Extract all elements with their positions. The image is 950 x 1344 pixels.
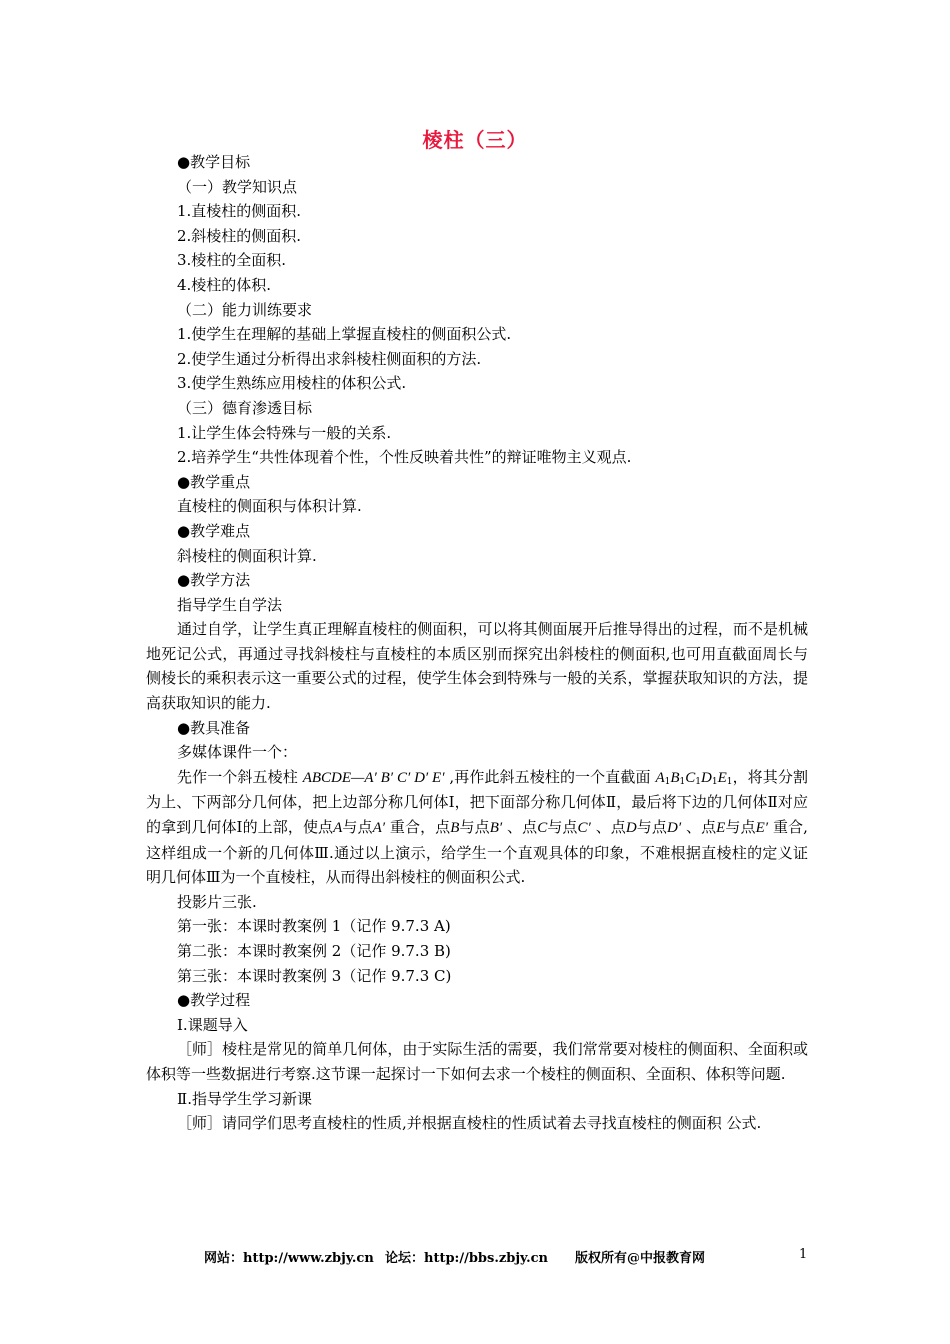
demo-paragraph: 先作一个斜五棱柱 ABCDE—A′ B′ C′ D′ E′ ,再作此斜五棱柱的一个直截面 $A_1B_1C_1D_1E_1$，将其分割为上、下两部分几何体，把上边部分称几何体Ⅰ，把下面部分称几何体Ⅱ，最后将下边的几何体Ⅱ对应的拿到几何体Ⅰ的上部，使点A与点A′ 重合，点B与点B′ 、点C与点C′ 、点D与点D′ 、点E与点E′ 重合,这样组成一个新的几何体Ⅲ.通过以上演示，给学生一个直观具体的印象，不难根据直棱柱的定义证明几何体Ⅲ为一个直棱柱，从而得出斜棱柱的侧面积公式.: [146, 767, 808, 887]
list-item: 4.棱柱的体积.: [177, 275, 272, 294]
list-item: 2.斜棱柱的侧面积.: [177, 226, 302, 245]
method-paragraph: 通过自学，让学生真正理解直棱柱的侧面积，可以将其侧面展开后推导得出的过程，而不是机械地死记公式，再通过寻找斜棱柱与直棱柱的本质区别而探究出斜棱柱的侧面积,也可用直截面周长与侧棱长的乘积表示这一重要公式的过程，使学生体会到特殊与一般的关系，掌握获取知识的方法，提高获取知识的能力.: [146, 620, 808, 713]
footer-forum: 论坛：http://bbs.zbjy.cn: [385, 1251, 549, 1266]
subheading-moral: （三）德育渗透目标: [177, 398, 313, 417]
prism-label: ABCDE—A′ B′ C′ D′ E′: [302, 769, 445, 786]
list-item: 1.直棱柱的侧面积.: [177, 202, 302, 221]
text-line: 多媒体课件一个：: [177, 743, 298, 762]
page-footer: [0, 1247, 950, 1267]
page-title: 棱柱（三）: [422, 128, 528, 152]
teacher-paragraph: ［师］请同学们思考直棱柱的性质,并根据直棱柱的性质试着去寻找直棱柱的侧面积 公式.: [177, 1114, 762, 1133]
list-item: 2.培养学生“共性体现着个性，个性反映着共性”的辩证唯物主义观点.: [177, 448, 632, 467]
heading-methods: ●教学方法: [177, 571, 251, 590]
page-number: 1: [799, 1247, 808, 1262]
list-item: 1.使学生在理解的基础上掌握直棱柱的侧面积公式.: [177, 325, 512, 344]
document-body: [146, 150, 808, 1136]
footer-copyright: 版权所有@中报教育网: [575, 1251, 706, 1266]
text-line: 直棱柱的侧面积与体积计算.: [177, 497, 362, 516]
list-item: 3.使学生熟练应用棱柱的体积公式.: [177, 374, 407, 393]
section-new-lesson: Ⅱ.指导学生学习新课: [177, 1089, 312, 1108]
slide-item: 第一张：本课时教案例 1（记作 9.7.3 A): [177, 917, 451, 936]
heading-process: ●教学过程: [177, 991, 251, 1010]
intro-paragraph: ［师］棱柱是常见的简单几何体，由于实际生活的需要，我们常常要对棱柱的侧面积、全面积或体积等一些数据进行考察.这节课一起探讨一下如何去求一个棱柱的侧面积、全面积、体积等问题.: [146, 1040, 808, 1083]
text-line: 斜棱柱的侧面积计算.: [177, 546, 317, 565]
heading-key-points: ●教学重点: [177, 472, 251, 491]
heading-preparation: ●教具准备: [177, 718, 251, 737]
list-item: 3.棱柱的全面积.: [177, 251, 287, 270]
slide-item: 第二张：本课时教案例 2（记作 9.7.3 B): [177, 942, 451, 960]
subheading-ability: （二）能力训练要求: [177, 300, 313, 319]
subheading-knowledge: （一）教学知识点: [177, 177, 298, 196]
list-item: 1.让学生体会特殊与一般的关系.: [177, 423, 392, 442]
section-intro: Ⅰ.课题导入: [177, 1015, 248, 1034]
heading-objectives: ●教学目标: [177, 153, 251, 171]
slide-item: 第三张：本课时教案例 3（记作 9.7.3 C): [177, 966, 452, 985]
heading-difficulties: ●教学难点: [177, 521, 251, 540]
text-line: 投影片三张.: [177, 892, 257, 911]
footer-website: 网站：http://www.zbjy.cn: [204, 1251, 374, 1266]
text-line: 指导学生自学法: [177, 595, 283, 614]
list-item: 2.使学生通过分析得出求斜棱柱侧面积的方法.: [177, 349, 482, 368]
